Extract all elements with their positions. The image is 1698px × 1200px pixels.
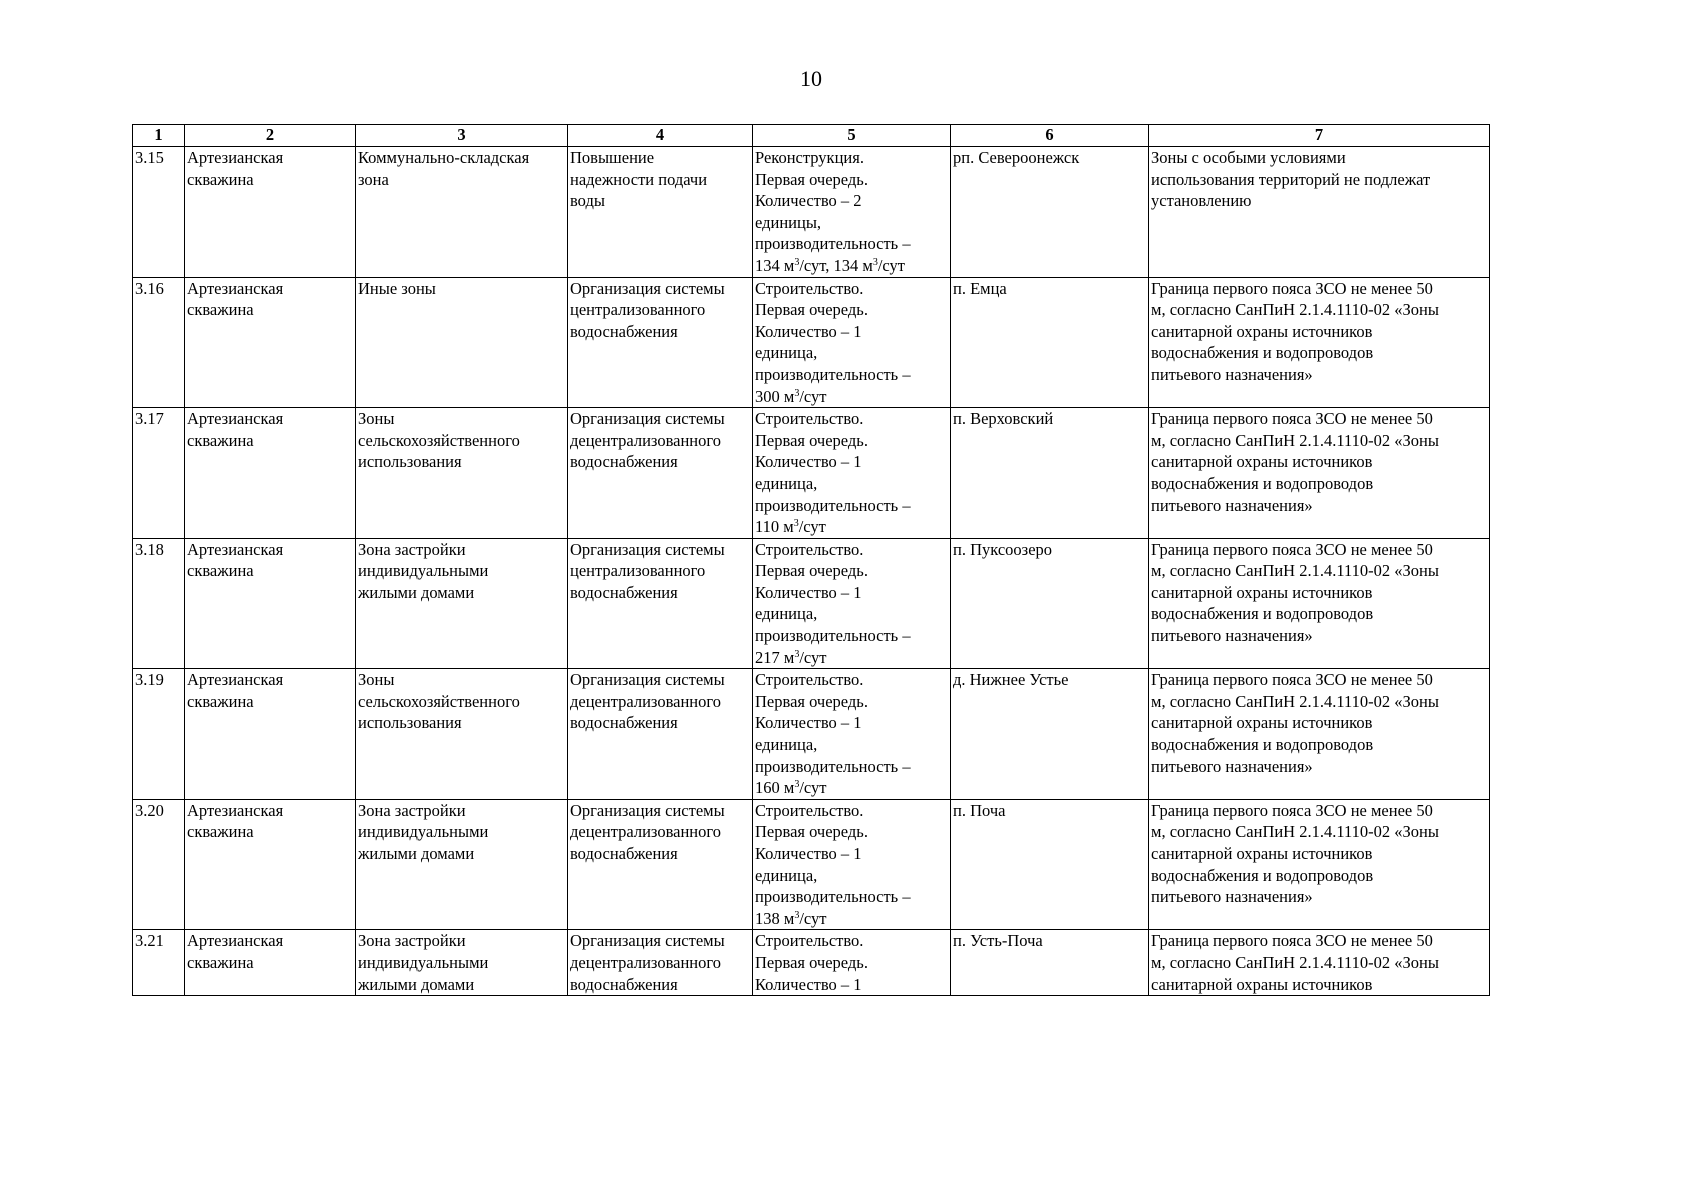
cell-line: питьевого назначения» — [1151, 495, 1313, 515]
cell-line: Повышение — [570, 148, 655, 167]
cell-line: водоснабжения и водопроводов — [1151, 343, 1374, 363]
cell-line: Первая очередь. — [755, 561, 868, 581]
cell-line: Первая очередь. — [755, 691, 868, 711]
cell-line: водоснабжения — [570, 974, 678, 994]
cell-line: централизованного — [570, 300, 706, 320]
cell-line: Граница первого пояса ЗСО не менее 50 — [1151, 800, 1433, 820]
characteristics-cell — [753, 147, 951, 278]
cell-line: водоснабжения — [570, 844, 678, 863]
capacity-exponent: 3 — [794, 387, 800, 399]
cell-line: Количество – 1 — [755, 452, 862, 472]
header-cell: 2 — [185, 125, 356, 147]
cell-line: зона — [358, 169, 389, 189]
table-row — [133, 147, 1490, 278]
cell-line: Зоны — [358, 409, 395, 429]
location-cell: п. Пуксоозеро — [951, 538, 1149, 669]
capacity-unit: /сут — [799, 778, 827, 798]
characteristics-cell — [753, 538, 951, 669]
capacity-exponent: 3 — [794, 779, 800, 791]
cell-line: Количество – 1 — [755, 713, 862, 733]
cell-line: индивидуальными — [358, 822, 489, 842]
cell-line: жилыми домами — [358, 844, 475, 863]
characteristics-cell — [753, 799, 951, 930]
purpose-cell — [568, 408, 753, 539]
cell-line: индивидуальными — [358, 561, 489, 581]
cell-line: Первая очередь. — [755, 822, 868, 842]
location-cell: п. Верховский — [951, 408, 1149, 539]
zones-note-cell — [1149, 277, 1490, 408]
object-cell — [185, 930, 356, 996]
cell-line: единица, — [755, 735, 818, 755]
cell-line: Граница первого пояса ЗСО не менее 50 — [1151, 670, 1433, 690]
row-number: 3.19 — [133, 669, 185, 800]
characteristics-cell — [753, 277, 951, 408]
cell-line: Организация системы — [570, 800, 725, 820]
location-cell: п. Емца — [951, 277, 1149, 408]
cell-line: Организация системы — [570, 670, 725, 690]
cell-line: производительность – — [755, 887, 911, 907]
cell-line: Артезианская — [187, 539, 284, 559]
table-row — [133, 408, 1490, 539]
cell-line: водоснабжения и водопроводов — [1151, 865, 1374, 885]
zone-cell — [356, 669, 568, 800]
characteristics-cell — [753, 930, 951, 996]
capacity-unit: /сут, — [799, 255, 834, 275]
cell-line: санитарной охраны источников — [1151, 974, 1373, 994]
cell-line: водоснабжения — [570, 452, 678, 472]
cell-line: Строительство. — [755, 539, 864, 559]
cell-line: жилыми домами — [358, 974, 475, 994]
capacity-line — [755, 516, 948, 538]
cell-line: Артезианская — [187, 148, 284, 167]
zones-note-cell — [1149, 930, 1490, 996]
location-cell: рп. Североонежск — [951, 147, 1149, 278]
cell-line: водоснабжения и водопроводов — [1151, 735, 1374, 755]
cell-line: водоснабжения и водопроводов — [1151, 604, 1374, 624]
characteristics-cell — [753, 408, 951, 539]
row-number: 3.17 — [133, 408, 185, 539]
header-cell: 4 — [568, 125, 753, 147]
cell-line: санитарной охраны источников — [1151, 321, 1373, 341]
cell-line: скважина — [187, 430, 254, 450]
cell-line: Зона застройки — [358, 539, 466, 559]
cell-line: единица, — [755, 865, 818, 885]
cell-line: Организация системы — [570, 931, 725, 951]
capacity-exponent: 3 — [794, 909, 800, 921]
cell-line: водоснабжения — [570, 713, 678, 733]
row-number: 3.15 — [133, 147, 185, 278]
cell-line: санитарной охраны источников — [1151, 452, 1373, 472]
cell-line: Количество – 1 — [755, 582, 862, 602]
cell-line: производительность – — [755, 756, 911, 776]
cell-line: санитарной охраны источников — [1151, 713, 1373, 733]
table-row — [133, 669, 1490, 800]
cell-line: децентрализованного — [570, 952, 721, 972]
capacity-line — [755, 777, 948, 799]
zone-cell — [356, 408, 568, 539]
cell-line: Артезианская — [187, 409, 284, 429]
cell-line: м, согласно СанПиН 2.1.4.1110-02 «Зоны — [1151, 822, 1439, 842]
cell-line: Количество – 2 — [755, 191, 862, 211]
page-number: 10 — [800, 66, 822, 91]
cell-line: Зоны — [358, 670, 395, 690]
location-cell: д. Нижнее Устье — [951, 669, 1149, 800]
header-cell: 3 — [356, 125, 568, 147]
cell-line: скважина — [187, 300, 254, 320]
object-cell — [185, 147, 356, 278]
capacity-exponent: 3 — [794, 648, 800, 660]
zone-cell — [356, 147, 568, 278]
cell-line: Строительство. — [755, 278, 864, 298]
capacity-line — [755, 647, 948, 669]
cell-line: использования — [358, 713, 462, 733]
cell-line: скважина — [187, 169, 254, 189]
capacity-line — [755, 386, 948, 408]
cell-line: производительность – — [755, 364, 911, 384]
zones-note-cell — [1149, 538, 1490, 669]
capacity-value: 138 м — [755, 908, 795, 928]
cell-line: жилыми домами — [358, 582, 475, 602]
cell-line: скважина — [187, 691, 254, 711]
cell-line: питьевого назначения» — [1151, 626, 1313, 646]
cell-line: Количество – 1 — [755, 974, 862, 994]
zone-cell — [356, 799, 568, 930]
header-cell: 6 — [951, 125, 1149, 147]
cell-line: Организация системы — [570, 278, 725, 298]
purpose-cell — [568, 799, 753, 930]
capacity-value: 110 м — [755, 517, 794, 537]
cell-line: Граница первого пояса ЗСО не менее 50 — [1151, 931, 1433, 951]
cell-line: Организация системы — [570, 539, 725, 559]
cell-line: водоснабжения и водопроводов — [1151, 473, 1374, 493]
cell-line: м, согласно СанПиН 2.1.4.1110-02 «Зоны — [1151, 430, 1439, 450]
header-row — [133, 125, 1490, 147]
zone-cell — [356, 930, 568, 996]
cell-line: Первая очередь. — [755, 952, 868, 972]
capacity-value: 217 м — [755, 647, 795, 667]
cell-line: Количество – 1 — [755, 844, 862, 863]
capacity-exponent: 3 — [872, 256, 878, 268]
cell-line: Строительство. — [755, 931, 864, 951]
cell-line: Строительство. — [755, 670, 864, 690]
cell-line: воды — [570, 191, 605, 211]
cell-line: децентрализованного — [570, 430, 721, 450]
cell-line: м, согласно СанПиН 2.1.4.1110-02 «Зоны — [1151, 561, 1439, 581]
row-number: 3.18 — [133, 538, 185, 669]
cell-line: Зона застройки — [358, 800, 466, 820]
capacity-value: 300 м — [755, 386, 795, 406]
cell-line: надежности подачи — [570, 169, 708, 189]
zones-note-cell — [1149, 408, 1490, 539]
cell-line: питьевого назначения» — [1151, 887, 1313, 907]
row-number: 3.20 — [133, 799, 185, 930]
cell-line: единица, — [755, 343, 818, 363]
cell-line: санитарной охраны источников — [1151, 582, 1373, 602]
zone-cell — [356, 538, 568, 669]
row-number: 3.16 — [133, 277, 185, 408]
zones-note-cell — [1149, 799, 1490, 930]
capacity-unit: /сут — [799, 908, 827, 928]
cell-line: Реконструкция. — [755, 148, 864, 167]
zones-note-cell — [1149, 669, 1490, 800]
purpose-cell — [568, 669, 753, 800]
cell-line: Количество – 1 — [755, 321, 862, 341]
cell-line: скважина — [187, 561, 254, 581]
table-row — [133, 930, 1490, 996]
cell-line: скважина — [187, 822, 254, 842]
cell-line: Граница первого пояса ЗСО не менее 50 — [1151, 539, 1433, 559]
cell-line: централизованного — [570, 561, 706, 581]
object-cell — [185, 669, 356, 800]
cell-line: Иные зоны — [358, 278, 436, 298]
cell-line: Строительство. — [755, 800, 864, 820]
zones-note-cell — [1149, 147, 1490, 278]
cell-line: Артезианская — [187, 931, 284, 951]
cell-line: Артезианская — [187, 670, 284, 690]
cell-line: Первая очередь. — [755, 430, 868, 450]
cell-line: сельскохозяйственного — [358, 430, 520, 450]
cell-line: санитарной охраны источников — [1151, 844, 1373, 863]
table-row — [133, 538, 1490, 669]
purpose-cell — [568, 277, 753, 408]
header-cell: 5 — [753, 125, 951, 147]
table-row — [133, 799, 1490, 930]
purpose-cell — [568, 930, 753, 996]
object-cell — [185, 277, 356, 408]
cell-line: использования — [358, 452, 462, 472]
cell-line: децентрализованного — [570, 691, 721, 711]
cell-line: единица, — [755, 473, 818, 493]
cell-line: производительность – — [755, 234, 911, 254]
row-number: 3.21 — [133, 930, 185, 996]
capacity-unit: /сут — [877, 255, 905, 275]
cell-line: единица, — [755, 604, 818, 624]
header-cell: 1 — [133, 125, 185, 147]
capacity-value: 160 м — [755, 778, 795, 798]
cell-line: производительность – — [755, 626, 911, 646]
cell-line: Зоны с особыми условиями — [1151, 148, 1346, 167]
purpose-cell — [568, 147, 753, 278]
capacity-exponent: 3 — [793, 518, 799, 530]
cell-line: скважина — [187, 952, 254, 972]
cell-line: установлению — [1151, 191, 1252, 211]
zone-cell — [356, 277, 568, 408]
capacity-line — [755, 908, 948, 930]
cell-line: м, согласно СанПиН 2.1.4.1110-02 «Зоны — [1151, 300, 1439, 320]
location-cell: п. Поча — [951, 799, 1149, 930]
capacity-unit: /сут — [798, 517, 826, 537]
location-cell: п. Усть-Поча — [951, 930, 1149, 996]
capacity-line — [755, 255, 948, 277]
cell-line: децентрализованного — [570, 822, 721, 842]
cell-line: производительность – — [755, 495, 911, 515]
cell-line: Граница первого пояса ЗСО не менее 50 — [1151, 278, 1433, 298]
capacity-value: 134 м — [755, 255, 795, 275]
cell-line: Первая очередь. — [755, 300, 868, 320]
table-row — [133, 277, 1490, 408]
cell-line: Строительство. — [755, 409, 864, 429]
header-cell: 7 — [1149, 125, 1490, 147]
cell-line: Артезианская — [187, 800, 284, 820]
capacity-value: 134 м — [833, 255, 873, 275]
cell-line: Организация системы — [570, 409, 725, 429]
cell-line: питьевого назначения» — [1151, 364, 1313, 384]
cell-line: индивидуальными — [358, 952, 489, 972]
characteristics-cell — [753, 669, 951, 800]
cell-line: Коммунально-складская — [358, 148, 530, 167]
object-cell — [185, 538, 356, 669]
cell-line: Артезианская — [187, 278, 284, 298]
capacity-unit: /сут — [799, 386, 827, 406]
cell-line: водоснабжения — [570, 582, 678, 602]
data-table — [132, 124, 1490, 996]
cell-line: единицы, — [755, 212, 822, 232]
cell-line: водоснабжения — [570, 321, 678, 341]
cell-line: использования территорий не подлежат — [1151, 169, 1431, 189]
cell-line: Граница первого пояса ЗСО не менее 50 — [1151, 409, 1433, 429]
cell-line: м, согласно СанПиН 2.1.4.1110-02 «Зоны — [1151, 952, 1439, 972]
cell-line: Первая очередь. — [755, 169, 868, 189]
table-body — [133, 147, 1490, 996]
cell-line: питьевого назначения» — [1151, 756, 1313, 776]
cell-line: Зона застройки — [358, 931, 466, 951]
object-cell — [185, 408, 356, 539]
purpose-cell — [568, 538, 753, 669]
capacity-exponent: 3 — [794, 256, 800, 268]
capacity-unit: /сут — [799, 647, 827, 667]
cell-line: сельскохозяйственного — [358, 691, 520, 711]
object-cell — [185, 799, 356, 930]
cell-line: м, согласно СанПиН 2.1.4.1110-02 «Зоны — [1151, 691, 1439, 711]
